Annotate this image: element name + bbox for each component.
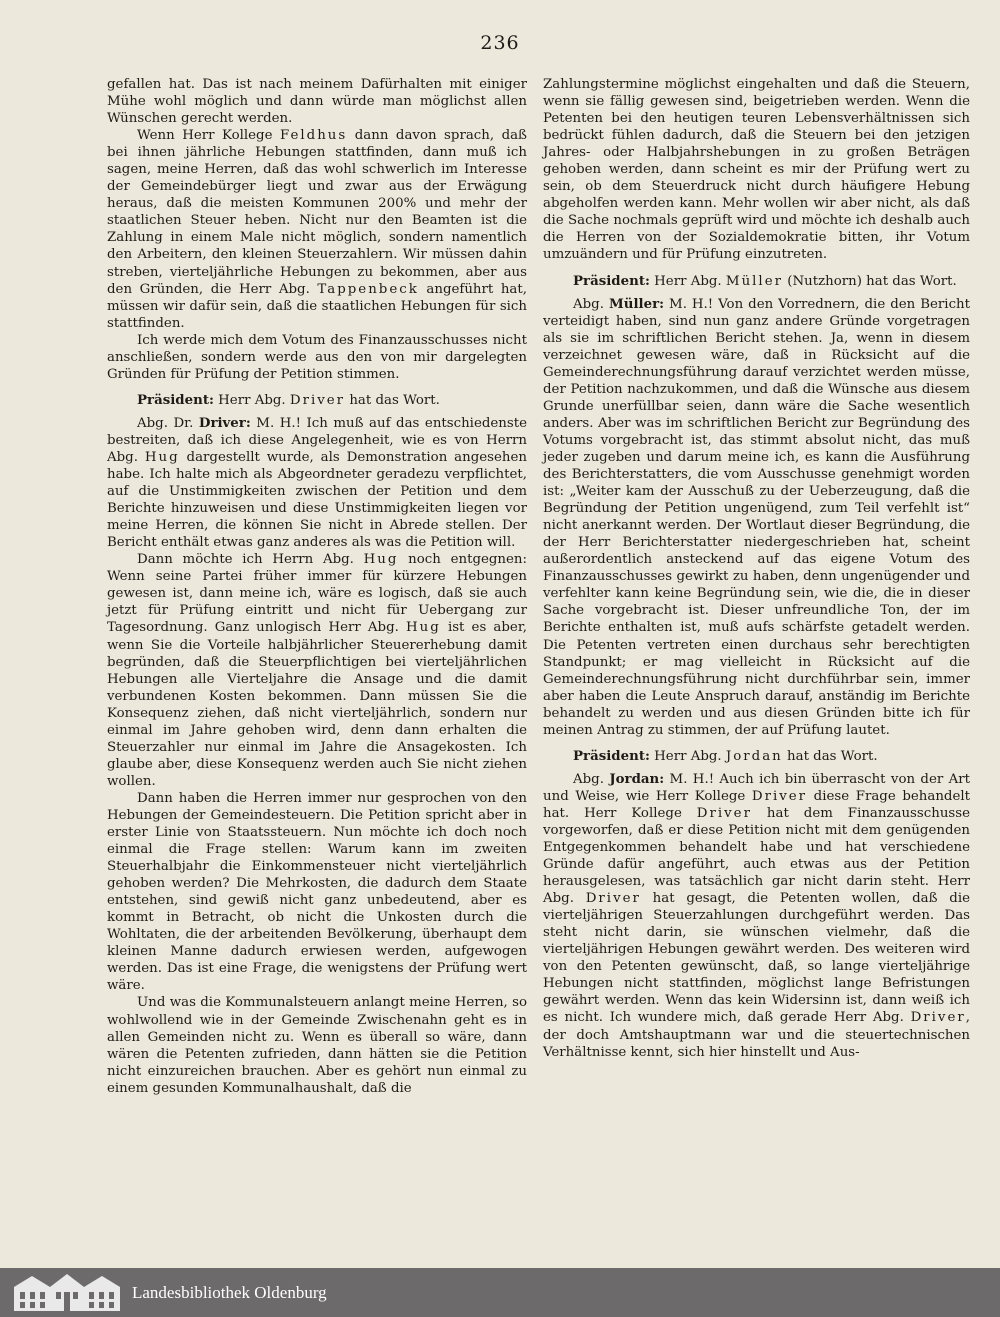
president-line	[543, 748, 970, 765]
paragraph-text: , der doch Amtshauptmann war und die steuertechnischen Verhältnisse kennt, sich hier hinstellt und Aus-	[543, 1010, 970, 1060]
speaker-name: Driver	[585, 891, 641, 907]
president-line	[107, 392, 527, 409]
speaker-label: Driver:	[198, 414, 251, 431]
paragraph-text: Abg. Dr.	[137, 415, 194, 431]
paragraph-text: angeführt hat, müssen wir dafür sein, daß die staatlichen Hebungen für sich stattfinden.	[107, 281, 527, 331]
paragraph-text: Dann möchte ich Herrn Abg.	[137, 552, 354, 568]
speaker-label: Präsident:	[573, 272, 650, 289]
page-number: 236	[480, 32, 520, 54]
paragraph-text: Zahlungstermine möglichst eingehalten und daß die Steuern, wenn sie fällig gewesen sind, beigetrieben werden. Wenn die Petenten bei den heutigen teuren Lebensverhältnissen sich bedrückt fühlen dadurch, daß die Steuern bei den jetzigen Jahres- oder Halbjahrshebungen in zu großen Beträgen gehoben werden, dann scheint es mir der Prüfung wert zu sein, ob dem Steuerdruck nicht durch häufigere Hebung abgeholfen werden kann. Mehr wollen wir aber nicht, als daß die Sache nochmals geprüft wird und möchte ich deshalb auch die Herren von der Sozialdemokratie bitten, ihr Votum umzuändern und für Prüfung einzutreten.	[543, 77, 970, 263]
paragraph-text: Herr Abg.	[218, 392, 286, 408]
paragraph-text: M. H.! Ich muß auf das entschiedenste bestreiten, daß ich diese Angelegenheit, wie es von Herrn Abg.	[107, 415, 527, 465]
paragraph	[543, 296, 970, 739]
speaker-name: Tappenbeck	[317, 281, 419, 297]
paragraph	[107, 994, 527, 1096]
paragraph-text: dargestellt wurde, als Demonstration angesehen habe. Ich halte mich als Abgeordneter geradezu verpflichtet, auf die Unstimmigkeiten zwischen der Petition und dem Berichte hinzuweisen und diese Unstimmigkeiten liegen vor meine Herren, die können Sie nicht in Abrede stellen. Der Bericht enthält etwas ganz anderes als was die Petition will.	[107, 449, 527, 551]
paragraph-text: (Nutzhorn) hat das Wort.	[787, 273, 957, 289]
paragraph	[107, 332, 527, 383]
paragraph-text: Abg.	[573, 771, 604, 787]
paragraph	[543, 76, 970, 264]
paragraph-text: M. H.! Von den Vorrednern, die den Bericht verteidigt haben, sind nun ganz andere Gründe vorgetragen als sie im schriftlichen Bericht stehen. Ja, wenn in diesem verzeichnet gewesen wäre, daß in Rücksicht auf die Gemeinderechnungsführung darauf verzichtet werden müsse, der Petition nachzukommen, und daß die Wünsche aus diesem Grunde unerfüllbar seien, dann wäre die Sache wesentlich anders. Aber was im schriftlichen Bericht zur Begründung des Votums vorgebracht ist, das stimmt absolut nicht, das muß jeder zugeben und darum meine ich, es kann die Ausführung des Berichterstatters, die vom Ausschusse genehmigt worden ist: „Weiter kam der Ausschuß zu der Ueberzeugung, daß die Begründung der Petition ungenügend, zum Teil verfehlt ist“ nicht anerkannt werden. Der Wortlaut dieser Begründung, die der Herr Berichterstatter niedergeschrieben hat, scheint außerordentlich ansteckend auf das eigene Votum des Finanzausschusses gewirkt zu haben, denn ungenügender und verfehlter kann keine Begründung sein, wie die, die in dieser Sache vorgebracht ist. Dieser unfreundliche Ton, der im Berichte enthalten ist, muß aufs schärfste getadelt werden. Die Petenten vertreten einen durchaus sehr berechtigten Standpunkt; er mag vielleicht in Rücksicht auf die Gemeinderechnungsführung nicht durchführbar sein, immer aber haben die Leute Anspruch darauf, anständig im Berichte behandelt zu werden und aus diesen Gründen bitte ich für meinen Antrag zu stimmen, der auf Prüfung lautet.	[543, 296, 971, 738]
speaker-label: Müller:	[608, 295, 665, 312]
paragraph	[107, 76, 527, 127]
speaker-name: Jordan	[725, 748, 783, 764]
right-column	[543, 76, 970, 1061]
speaker-label: Jordan:	[609, 770, 665, 787]
speaker-name: Driver	[910, 1010, 966, 1026]
paragraph-text: noch entgegnen: Wenn seine Partei früher immer für kürzere Hebungen gewesen ist, dann meine ich, wäre es logisch, daß sie auch jetzt für Prüfung eintritt und nicht für Uebergang zur Tagesordnung. Ganz unlogisch Herr Abg.	[107, 552, 527, 636]
speaker-name: Feldhus	[279, 128, 348, 144]
speaker-name: Hug	[363, 552, 399, 568]
speaker-name: Driver	[751, 788, 808, 804]
library-name: Landesbibliothek Oldenburg	[132, 1282, 327, 1302]
paragraph-text: Und was die Kommunalsteuern anlangt meine Herren, so wohlwollend wie in der Gemeinde Zwischenahn geht es in allen Gemeinden nicht zu. Wenn es überall so wäre, dann wären die Petenten zufrieden, dann hätten sie die Petition nicht einzureichen brauchen. Aber es gehört nun einmal zu einem gesunden Kommunalhaushalt, daß die	[107, 995, 527, 1096]
paragraph-text: diese Frage behandelt hat. Herr Kollege	[543, 788, 970, 821]
paragraph-text: ist es aber, wenn Sie die Vorteile halbjährlicher Steuererhebung damit begründen, daß die Steuerpflichtigen bei vierteljährlichen Hebungen alle Vierteljahre die Ansage und die damit verbundenen Kosten bekommen. Dann müssen Sie die Konsequenz ziehen, daß nicht vierteljährlich, sondern nur einmal im Jahre gehoben wird, denn dann erhalten die Steuerzahler nur einmal im Jahre die Ansagekosten. Ich glaube aber, diese Konsequenz werden auch Sie nicht ziehen wollen.	[107, 620, 527, 789]
library-building-icon	[12, 1273, 122, 1313]
paragraph-text: Wenn Herr Kollege	[137, 128, 273, 144]
paragraph-text: dann davon sprach, daß bei ihnen jährliche Hebungen stattfinden, dann muß ich sagen, meine Herren, daß das wohl schwerlich im Interesse der Gemeindebürger liegt und zwar aus der Erwägung heraus, daß die meisten Kommunen 200% und mehr der staatlichen Steuer heben. Nicht nur den Beamten ist die Zahlung in einem Male nicht möglich, sondern namentlich den Arbeitern, den kleinen Steuerzahlern. Wir müssen dahin streben, vierteljährliche Hebungen zu bekommen, aber aus den Gründen, die Herr Abg.	[107, 128, 527, 297]
paragraph-text: Ich werde mich dem Votum des Finanzausschusses nicht anschließen, sondern werde aus den von mir dargelegten Gründen für Prüfung der Petition stimmen.	[107, 332, 527, 382]
paragraph-text: hat das Wort.	[787, 748, 878, 764]
paragraph-text: M. H.! Auch ich bin überrascht von der Art und Weise, wie Herr Kollege	[543, 771, 970, 804]
paragraph	[543, 771, 970, 1061]
speaker-name: Hug	[406, 620, 441, 636]
paragraph	[107, 127, 527, 332]
paragraph-text: gefallen hat. Das ist nach meinem Dafürhalten mit einiger Mühe wohl möglich und dann würde man möglichst allen Wünschen gerecht werden.	[107, 77, 527, 127]
paragraph	[107, 551, 527, 790]
paragraph	[107, 790, 527, 995]
paragraph-text: hat dem Finanzausschusse vorgeworfen, daß er diese Petition nicht mit dem genügenden Entgegenkommen behandelt habe und hat verschiedene Gründe dafür angeführt, auch etwas aus der Petition herausgelesen, was tatsächlich gar nicht darin steht. Herr Abg.	[543, 805, 971, 907]
paragraph-text: Abg.	[573, 296, 604, 312]
library-footer	[0, 1268, 1000, 1317]
speaker-label: Präsident:	[137, 391, 214, 408]
paragraph-text: Dann haben die Herren immer nur gesprochen von den Hebungen der Gemeindesteuern. Die Petition spricht aber in erster Linie von Staatssteuern. Nun möchte ich doch noch einmal die Frage stellen: Warum kann im zweiten Steuerhalbjahr die Einkommensteuer nicht vierteljährlich gehoben werden? Die Mehrkosten, die dadurch dem Staate entstehen, sind gewiß nicht ganz unbedeutend, aber es kommt in Betracht, ob nicht die Unkosten durch die Wohltaten, die der arbeitenden Bevölkerung, überhaupt dem kleinen Manne dadurch erwiesen werden, aufgewogen werden. Das ist eine Frage, die wenigstens der Prüfung wert wäre.	[107, 790, 527, 994]
speaker-name: Müller	[725, 273, 783, 289]
paragraph-text: hat gesagt, die Petenten wollen, daß die vierteljährigen Steuerzahlungen durchgeführt werden. Das steht nicht darin, sie wünschen vielmehr, daß die vierteljährigen Hebungen gewährt werden. Des weiteren wird von den Petenten gewünscht, daß, so lange vierteljährige Hebungen nicht stattfinden, möglichst lange Befristungen gewährt werden. Wenn das kein Widersinn ist, dann weiß ich es nicht. Ich wundere mich, daß gerade Herr Abg.	[543, 891, 971, 1026]
left-column	[107, 76, 527, 1097]
speaker-name: Driver	[289, 392, 346, 408]
paragraph-text: Herr Abg.	[654, 748, 722, 764]
speaker-name: Hug	[144, 449, 180, 465]
paragraph-text: hat das Wort.	[349, 392, 440, 408]
speaker-label: Präsident:	[573, 747, 650, 764]
speaker-name: Driver	[696, 805, 752, 821]
paragraph	[107, 415, 527, 551]
paragraph-text: Herr Abg.	[654, 273, 722, 289]
president-line	[543, 273, 970, 290]
